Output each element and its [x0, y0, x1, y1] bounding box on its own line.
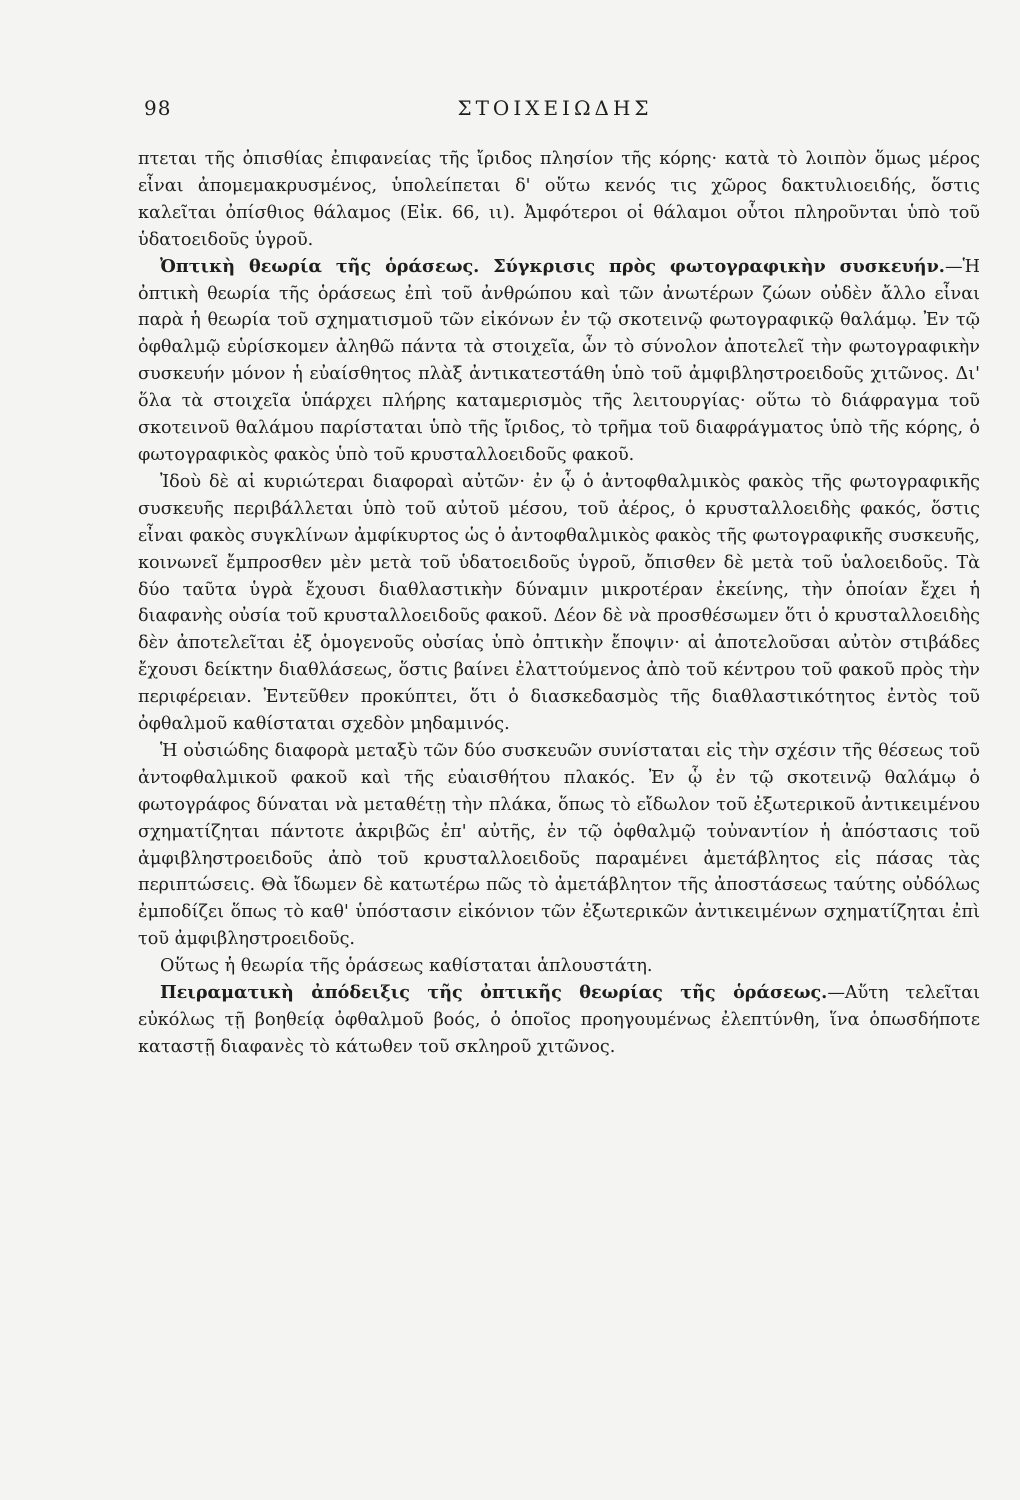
page-number: 98: [144, 96, 172, 120]
paragraph-essential-difference: [138, 738, 980, 953]
em-dash: —: [827, 983, 845, 1004]
paragraph-experimental-proof: [138, 980, 980, 1061]
paragraph-text: Ἡ οὐσιώδης διαφορὰ μεταξὺ τῶν δύο συσκευῶν συνίσταται εἰς τὴν σχέσιν τῆς θέσεως τοῦ ἀντοφθαλμικοῦ φακοῦ καὶ τῆς εὐαισθήτου πλακός. Ἐν ᾧ ἐν τῷ σκοτεινῷ θαλάμῳ ὁ φωτογράφος δύναται νὰ μεταθέτῃ τὴν πλάκα, ὅπως τὸ εἴδωλον τοῦ ἐξωτερικοῦ ἀντικειμένου σχηματίζηται πάντοτε ἀκριβῶς ἐπ' αὐτῆς, ἐν τῷ ὀφθαλμῷ τοὐναντίον ἡ ἀπόστασις τοῦ ἀμφιβληστροειδοῦς ἀπὸ τοῦ κρυσταλλοειδοῦς παραμένει ἀμετάβλητος εἰς πάσας τὰς περιπτώσεις. Θὰ ἴδωμεν δὲ κατωτέρω πῶς τὸ ἀμετάβλητον τῆς ἀποστάσεως ταύτης οὐδόλως ἐμποδίζει ὅπως τὸ καθ' ὑπόστασιν εἰκόνιον τῶν ἐξωτερικῶν ἀντικειμένων σχηματίζηται ἐπὶ τοῦ ἀμφιβληστροειδοῦς.: [138, 740, 980, 950]
paragraph-text: Οὕτως ἡ θεωρία τῆς ὁράσεως καθίσταται ἁπλουστάτη.: [160, 956, 653, 977]
running-title: ΣΤΟΙΧΕΙΩΔΗΣ: [457, 96, 653, 120]
running-head: [138, 96, 972, 126]
paragraph-differences: [138, 469, 980, 738]
paragraph-optical-theory: [138, 254, 980, 469]
paragraph-conclusion: [138, 953, 980, 980]
paragraph-text: Ἰδοὺ δὲ αἱ κυριώτεραι διαφοραὶ αὐτῶν· ἐν ᾧ ὁ ἀντοφθαλμικὸς φακὸς τῆς φωτογραφικῆς συσκευῆς περιβάλλεται ὑπὸ τοῦ αὐτοῦ μέσου, τοῦ ἀέρος, ὁ κρυσταλλοειδὴς φακός, ὅστις εἶναι φακὸς συγκλίνων ἀμφίκυρτος ὡς ὁ ἀντοφθαλμικὸς φακὸς τῆς φωτογραφικῆς συσκευῆς, κοινωνεῖ ἔμπροσθεν μὲν μετὰ τοῦ ὑδατοειδοῦς ὑγροῦ, ὄπισθεν δὲ μετὰ τοῦ ὑαλοειδοῦς. Τὰ δύο ταῦτα ὑγρὰ ἔχουσι διαθλαστικὴν δύναμιν μικροτέραν ἐκείνης, τὴν ὁποίαν ἔχει ἡ διαφανὴς οὐσία τοῦ κρυσταλλοειδοῦς φακοῦ. Δέον δὲ νὰ προσθέσωμεν ὅτι ὁ κρυσταλλοειδὴς δὲν ἀποτελεῖται ἐξ ὁμογενοῦς οὐσίας ὑπὸ ὀπτικὴν ἔποψιν· αἱ ἀποτελοῦσαι αὐτὸν στιβάδες ἔχουσι δείκτην διαθλάσεως, ὅστις βαίνει ἐλαττούμενος ἀπὸ τοῦ κέντρου τοῦ φακοῦ πρὸς τὴν περιφέρειαν. Ἐντεῦθεν προκύπτει, ὅτι ὁ διασκεδασμὸς τῆς διαθλαστικότητος ἐντὸς τοῦ ὀφθαλμοῦ καθίσταται σχεδὸν μηδαμινός.: [138, 471, 980, 735]
body-text: [138, 146, 980, 1061]
paragraph-continuation: [138, 146, 980, 254]
em-dash: —: [944, 256, 963, 277]
paragraph-text: Αὕτη τελεῖται εὐκόλως τῇ βοηθείᾳ ὀφθαλμοῦ βοός, ὁ ὁποῖος προηγουμένως ἐλεπτύνθη, ἵνα ὁπωσδήποτε καταστῇ διαφανὲς τὸ κάτωθεν τοῦ σκληροῦ χιτῶνος.: [138, 983, 980, 1057]
paragraph-text: πτεται τῆς ὀπισθίας ἐπιφανείας τῆς ἴριδος πλησίον τῆς κόρης· κατὰ τὸ λοιπὸν ὅμως μέρος εἶναι ἀπομεμακρυσμένος, ὑπολείπεται δ' οὕτω κενός τις χῶρος δακτυλιοειδής, ὅστις καλεῖται ὀπίσθιος θάλαμος (Εἰκ. 66, ιι). Ἀμφότεροι οἱ θάλαμοι οὗτοι πληροῦνται ὑπὸ τοῦ ὑδατοειδοῦς ὑγροῦ.: [138, 149, 980, 250]
paragraph-text: Ἡ ὀπτικὴ θεωρία τῆς ὁράσεως ἐπὶ τοῦ ἀνθρώπου καὶ τῶν ἀνωτέρων ζώων οὐδὲν ἄλλο εἶναι παρὰ ἡ θεωρία τοῦ σχηματισμοῦ τῶν εἰκόνων ἐν τῷ σκοτεινῷ φωτογραφικῷ θαλάμῳ. Ἐν τῷ ὀφθαλμῷ εὑρίσκομεν ἀληθῶ πάντα τὰ στοιχεῖα, ὧν τὸ σύνολον ἀποτελεῖ τὴν φωτογραφικὴν συσκευήν μόνον ἡ εὐαίσθητος πλὰξ ἀντικατεστάθη ὑπὸ τοῦ ἀμφιβληστροειδοῦς χιτῶνος. Δι' ὅλα τὰ στοιχεῖα ὑπάρχει πλήρης καταμερισμὸς τῆς λειτουργίας· οὕτω τὸ διάφραγμα τοῦ σκοτεινοῦ θαλάμου παρίσταται ὑπὸ τῆς ἴριδος, τὸ τρῆμα τοῦ διαφράγματος ὑπὸ τῆς κόρης, ὁ φωτογραφικὸς φακὸς ὑπὸ τοῦ κρυσταλλοειδοῦς φακοῦ.: [138, 256, 980, 465]
section-heading: Ὀπτικὴ θεωρία τῆς ὁράσεως. Σύγκρισις πρὸς φωτογραφικὴν συσκευήν.: [160, 255, 945, 277]
section-heading: Πειραματικὴ ἀπόδειξις τῆς ὀπτικῆς θεωρίας τῆς ὁράσεως.: [160, 982, 828, 1004]
